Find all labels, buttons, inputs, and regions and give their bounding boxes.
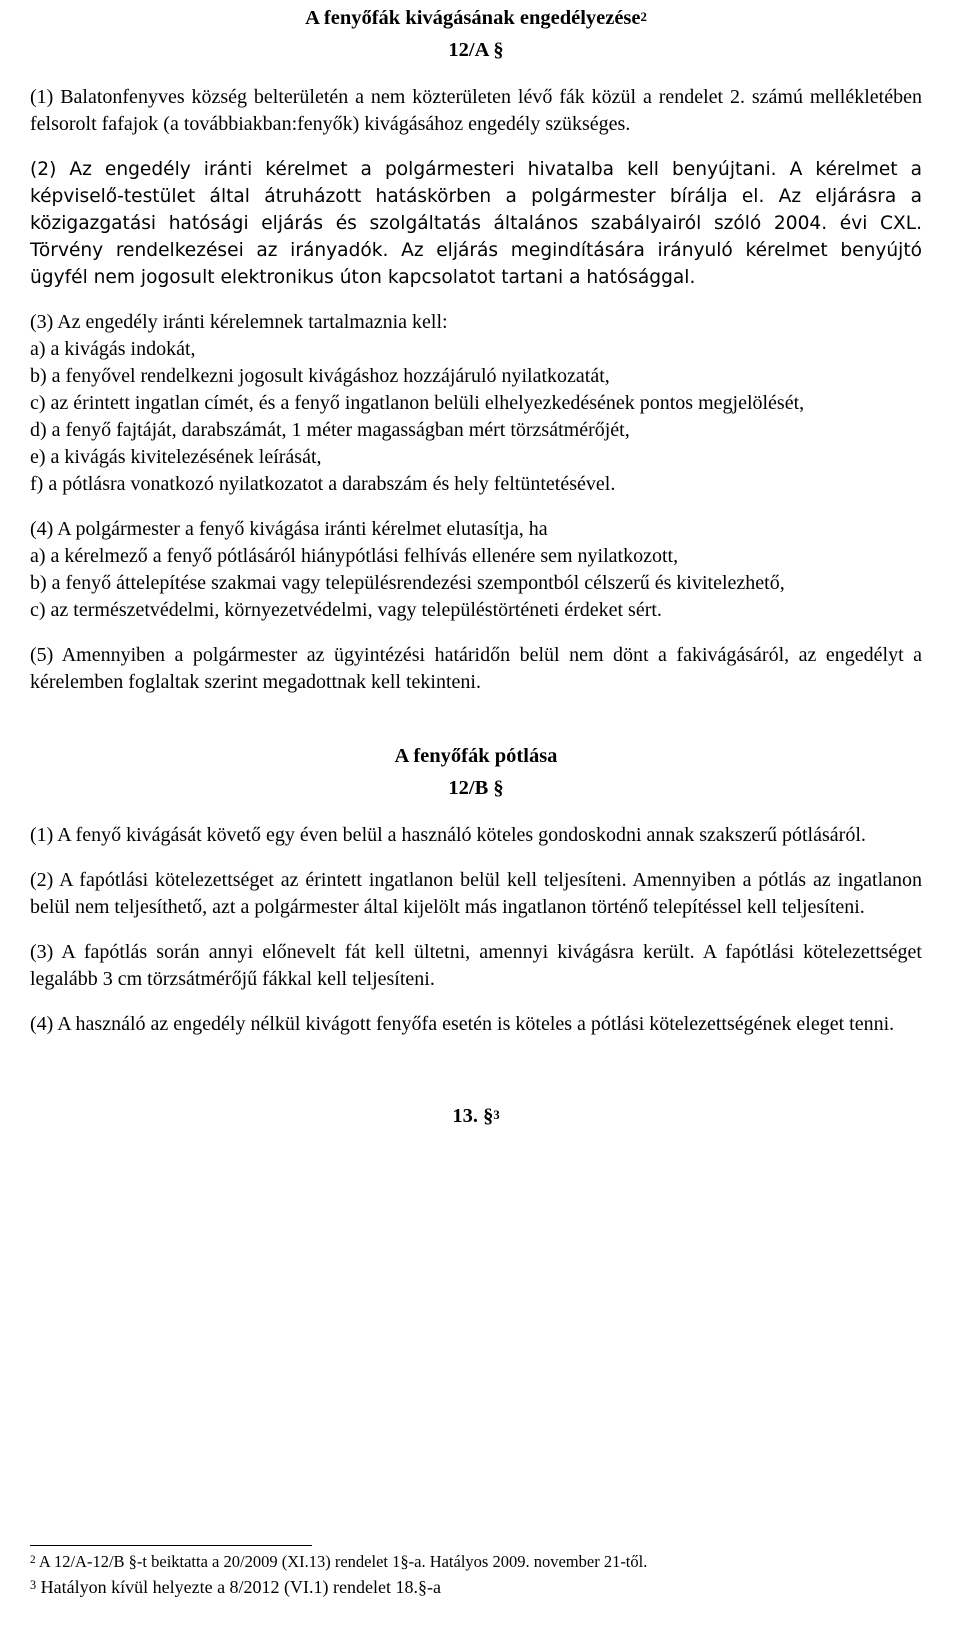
section-12a-paragraph-2-electronic: Az eljárás megindítására irányuló kérelmet benyújtó ügyfél nem jogosult elektronikus úton kapcsolatot tartani a hatósággal. [30, 240, 922, 288]
section-12a-paragraph-3-intro: (3) Az engedély iránti kérelemnek tartalmaznia kell: [30, 311, 448, 333]
section-12a-paragraph-2 [30, 156, 922, 291]
section-12a-paragraph-3-item-f: f) a pótlásra vonatkozó nyilatkozatot a darabszám és hely feltüntetésével. [30, 473, 616, 495]
section-12a-paragraph-4-item-b: b) a fenyő áttelepítése szakmai vagy településrendezési szempontból célszerű és kivitelezhető, [30, 572, 785, 594]
footnote-divider [30, 1545, 312, 1546]
footnote-2: $^2$ A 12/A-12/B §-t beiktatta a 20/2009 (XI.13) rendelet 1§-a. Hatályos 2009. november 21-től. [30, 1552, 648, 1571]
section-12a-paragraph-3-item-a: a) a kivágás indokát, [30, 338, 196, 360]
footnote-ref-3[interactable]: 3 [493, 1107, 500, 1122]
section-12b-paragraph-3: (3) A fapótlás során annyi előnevelt fát kell ültetni, amennyi kivágásra került. A fapótlási kötelezettséget legalább 3 cm törzsátmérőjű fákkal kell teljesíteni. [30, 941, 922, 990]
section-12a-paragraph-3-item-d: d) a fenyő fajtáját, darabszámát, 1 méter magasságban mért törzsátmérőjét, [30, 419, 630, 441]
section-12b-paragraph-1: (1) A fenyő kivágását követő egy éven belül a használó köteles gondoskodni annak szakszerű pótlásáról. [30, 824, 866, 846]
section-12a-number: 12/A § [448, 39, 504, 61]
footnote-ref-2[interactable]: 2 [640, 9, 647, 24]
section-12b-title: A fenyőfák pótlása [394, 745, 558, 767]
section-13-title: 13. §$^3$ [452, 1105, 500, 1127]
section-12b-paragraph-4: (4) A használó az engedély nélkül kivágott fenyőfa esetén is köteles a pótlási kötelezettségének eleget tenni. [30, 1013, 895, 1035]
section-12a-paragraph-3-item-b: b) a fenyővel rendelkezni jogosult kivágáshoz hozzájáruló nyilatkozatát, [30, 365, 610, 387]
section-12a-paragraph-4-item-c: c) az természetvédelmi, környezetvédelmi, vagy településtörténeti érdeket sért. [30, 599, 662, 621]
section-12b-number: 12/B § [448, 777, 504, 799]
section-12a-paragraph-5: (5) Amennyiben a polgármester az ügyintézési határidőn belül nem dönt a fakivágásáról, az engedélyt a kérelemben foglaltak szerint megadottnak kell tekinteni. [30, 644, 922, 693]
section-12a-paragraph-1: (1) Balatonfenyves község belterületén a nem közterületen lévő fák közül a rendelet 2. számú mellékletében felsorolt fafajok (a továbbiakban:fenyők) kivágásához engedély szükséges. [30, 86, 922, 135]
section-12a-paragraph-3-item-c: c) az érintett ingatlan címét, és a fenyő ingatlanon belüli elhelyezkedésének pontos megjelölését, [30, 392, 805, 414]
section-12a-paragraph-2-main: (2) Az engedély iránti kérelmet a polgármesteri hivatalba kell benyújtani. A kérelmet a képviselő-testület által átruházott hatáskörben a polgármester bírálja el. Az eljárásra a közigazgatási hatósági eljárás és szolgáltatás általános szabályairól szóló 2004. évi CXL. Törvény rendelkezései az irányadók. [30, 159, 922, 261]
footnote-3: $^3$ Hatályon kívül helyezte a 8/2012 (VI.1) rendelet 18.§-a [30, 1577, 441, 1597]
section-12b-paragraph-2: (2) A fapótlási kötelezettséget az érintett ingatlanon belül kell teljesíteni. Amennyiben a pótlás az ingatlanon belül nem teljesíthető, azt a polgármester által kijelölt más ingatlanon történő telepítéssel kell teljesíteni. [30, 869, 922, 918]
section-12a-paragraph-4-item-a: a) a kérelmező a fenyő pótlásáról hiánypótlási felhívás ellenére sem nyilatkozott, [30, 545, 679, 567]
section-12a-title: A fenyőfák kivágásának engedélyezése$^2$ [305, 7, 647, 29]
section-12a-paragraph-4-intro: (4) A polgármester a fenyő kivágása iránti kérelmet elutasítja, ha [30, 518, 548, 540]
section-12a-paragraph-3-item-e: e) a kivágás kivitelezésének leírását, [30, 446, 322, 468]
